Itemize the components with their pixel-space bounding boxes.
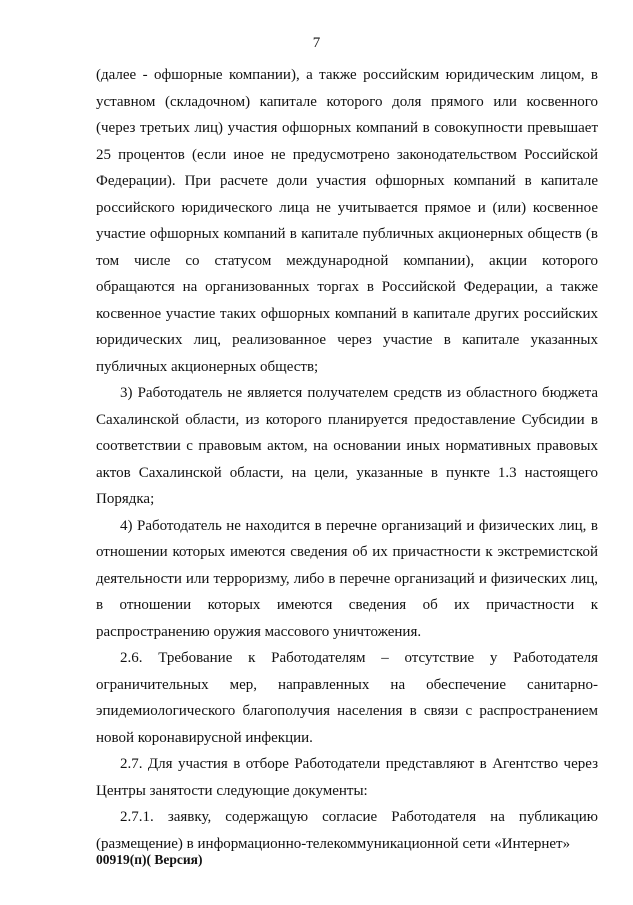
paragraph-2-7-1: 2.7.1. заявку, содержащую согласие Работодателя на публикацию (размещение) в информационно-телекоммуникационной сети «Интернет» [96,809,598,852]
paragraph-item-3: 3) Работодатель не является получателем средств из областного бюджета Сахалинской области, из которого планируется предоставление Субсидии в соответствии с правовым актом, на основании иных нормативных правовых актов Сахалинской области, на цели, указанные в пункте 1.3 настоящего Порядка; [96,385,598,507]
paragraph-2-7: 2.7. Для участия в отборе Работодатели представляют в Агентство через Центры занятости следующие документы: [96,756,598,799]
paragraph-item-4: 4) Работодатель не находится в перечне организаций и физических лиц, в отношении которых имеются сведения об их причастности к экстремистской деятельности или терроризму, либо в перечне организаций и физических лиц, в отношении которых имеются сведения об их причастности к распространению оружия массового уничтожения. [96,517,598,640]
paragraph-2-6: 2.6. Требование к Работодателям – отсутствие у Работодателя ограничительных мер, направленных на обеспечение санитарно-эпидемиологического благополучия населения в связи с распространением новой коронавирусной инфекции. [96,650,598,746]
page-number: 7 [312,35,321,51]
document-footer-code: 00919(п)( Версия) [96,852,203,867]
document-body [96,62,598,857]
paragraph-offshore-continuation: (далее - офшорные компании), а также российским юридическим лицом, в уставном (складочном) капитале которого доля прямого или косвенного (через третьих лиц) участия офшорных компаний в совокупности превышает 25 процентов (если иное не предусмотрено законодательством Российской Федерации). При расчете доли участия офшорных компаний в капитале российского юридического лица не учитывается прямое и (или) косвенное участие офшорных компаний в капитале публичных акционерных обществ (в том числе со статусом международной компании), акции которого обращаются на организованных торгах в Российской Федерации, а также косвенное участие таких офшорных компаний в капитале других российских юридических лиц, реализованное через участие в капитале указанных публичных акционерных обществ; [96,67,598,375]
